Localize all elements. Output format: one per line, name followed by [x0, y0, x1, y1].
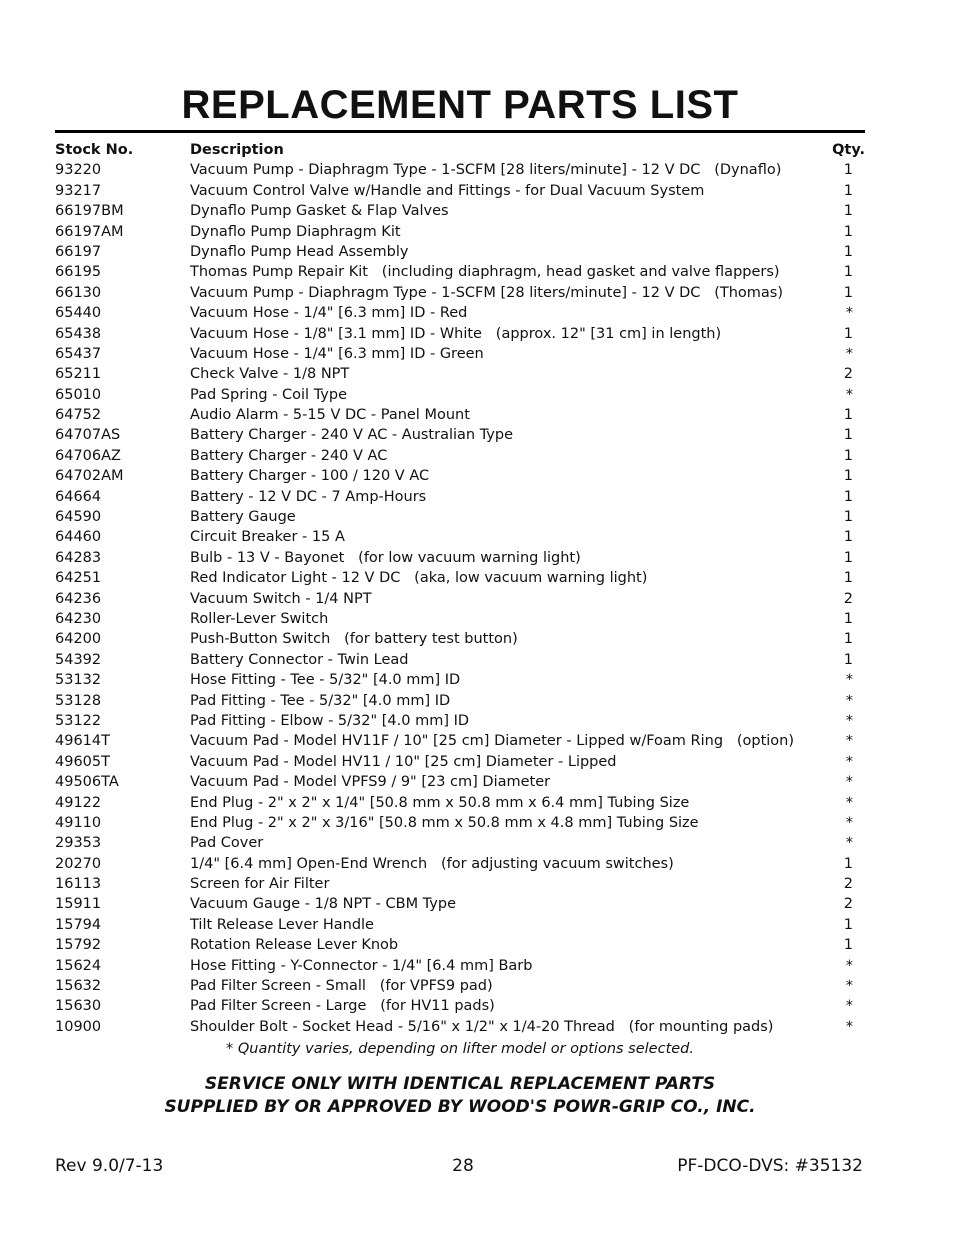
table-row — [55, 405, 865, 425]
qty-cell: * — [845, 794, 853, 811]
stock-cell: 16113 — [55, 876, 102, 893]
service-notice-line-1: SERVICE ONLY WITH IDENTICAL REPLACEMENT PARTS — [204, 1074, 716, 1094]
description-cell: Dynaflo Pump Gasket & Flap Valves — [190, 203, 449, 220]
table-row — [55, 222, 865, 242]
table-row — [55, 201, 865, 221]
description-cell: Hose Fitting - Tee - 5/32" [4.0 mm] ID — [190, 672, 461, 689]
revision-label: Rev 9.0/7-13 — [55, 1156, 164, 1176]
table-row — [55, 691, 865, 711]
stock-cell: 64664 — [55, 488, 102, 505]
table-row — [55, 487, 865, 507]
qty-cell: 1 — [843, 223, 853, 240]
description-cell: Battery Charger - 100 / 120 V AC — [190, 468, 430, 485]
qty-cell: 2 — [843, 366, 853, 383]
qty-cell: 1 — [843, 549, 853, 566]
parts-table — [55, 140, 865, 1037]
qty-cell: 1 — [843, 529, 853, 546]
stock-cell: 65438 — [55, 325, 102, 342]
stock-cell: 64230 — [55, 610, 102, 627]
description-cell: Check Valve - 1/8 NPT — [190, 366, 350, 383]
qty-cell: 1 — [843, 182, 853, 199]
stock-cell: 49122 — [55, 794, 102, 811]
qty-cell: * — [845, 305, 853, 322]
table-row — [55, 527, 865, 547]
stock-cell: 65211 — [55, 366, 102, 383]
qty-cell: 1 — [843, 407, 853, 424]
qty-cell: * — [845, 345, 853, 362]
description-cell: Vacuum Hose - 1/4" [6.3 mm] ID - Green — [190, 345, 484, 362]
stock-cell: 66197BM — [55, 203, 124, 220]
description-cell: Circuit Breaker - 15 A — [190, 529, 345, 546]
description-cell: Battery Connector - Twin Lead — [190, 651, 409, 668]
description-cell: Pad Cover — [190, 835, 264, 852]
description-cell: Vacuum Gauge - 1/8 NPT - CBM Type — [190, 896, 456, 913]
page-number: 28 — [452, 1156, 474, 1176]
stock-cell: 64590 — [55, 509, 102, 526]
stock-cell: 93220 — [55, 162, 102, 179]
description-cell: Pad Fitting - Elbow - 5/32" [4.0 mm] ID — [190, 712, 470, 729]
description-cell: Rotation Release Lever Knob — [190, 937, 399, 954]
table-row — [55, 731, 865, 751]
stock-cell: 20270 — [55, 855, 102, 872]
qty-cell: 1 — [843, 610, 853, 627]
table-row — [55, 283, 865, 303]
table-row — [55, 629, 865, 649]
qty-cell: 1 — [843, 468, 853, 485]
description-cell: Red Indicator Light - 12 V DC (aka, low vacuum warning light) — [190, 570, 648, 587]
description-cell: Dynaflo Pump Head Assembly — [190, 243, 409, 260]
description-cell: Dynaflo Pump Diaphragm Kit — [190, 223, 401, 240]
service-notice-line-2: SUPPLIED BY OR APPROVED BY WOOD'S POWR-GRIP CO., INC. — [164, 1097, 756, 1117]
table-row — [55, 813, 865, 833]
table-row — [55, 670, 865, 690]
qty-cell: 1 — [843, 509, 853, 526]
table-row — [55, 1017, 865, 1037]
table-row — [55, 181, 865, 201]
description-cell: End Plug - 2" x 2" x 1/4" [50.8 mm x 50.8 mm x 6.4 mm] Tubing Size — [190, 794, 690, 811]
stock-cell: 65437 — [55, 345, 102, 362]
description-cell: Shoulder Bolt - Socket Head - 5/16" x 1/2" x 1/4-20 Thread (for mounting pads) — [190, 1018, 774, 1035]
table-row — [55, 446, 865, 466]
stock-cell: 93217 — [55, 182, 102, 199]
table-row — [55, 996, 865, 1016]
qty-cell: 1 — [843, 243, 853, 260]
description-cell: Audio Alarm - 5-15 V DC - Panel Mount — [190, 407, 470, 424]
stock-cell: 49614T — [55, 733, 110, 750]
qty-cell: 1 — [843, 264, 853, 281]
qty-cell: * — [845, 1018, 853, 1035]
description-cell: Tilt Release Lever Handle — [190, 916, 374, 933]
stock-cell: 53132 — [55, 672, 102, 689]
qty-cell: * — [845, 835, 853, 852]
stock-cell: 15794 — [55, 916, 102, 933]
qty-cell: * — [845, 774, 853, 791]
qty-cell: * — [845, 386, 853, 403]
table-row — [55, 507, 865, 527]
qty-cell: 1 — [843, 651, 853, 668]
table-row — [55, 303, 865, 323]
table-row — [55, 976, 865, 996]
stock-cell: 64283 — [55, 549, 102, 566]
quantity-footnote: * Quantity varies, depending on lifter model or options selected. — [226, 1041, 694, 1057]
table-row — [55, 915, 865, 935]
description-cell: Pad Filter Screen - Large (for HV11 pads) — [190, 998, 495, 1015]
description-cell: Vacuum Pump - Diaphragm Type - 1-SCFM [28 liters/minute] - 12 V DC (Dynaflo) — [190, 162, 782, 179]
table-row — [55, 324, 865, 344]
stock-cell: 64706AZ — [55, 447, 121, 464]
qty-cell: 1 — [843, 284, 853, 301]
description-cell: Pad Fitting - Tee - 5/32" [4.0 mm] ID — [190, 692, 451, 709]
description-cell: Vacuum Pad - Model HV11 / 10" [25 cm] Diameter - Lipped — [190, 753, 617, 770]
stock-cell: 53122 — [55, 712, 102, 729]
stock-cell: 49110 — [55, 814, 102, 831]
stock-cell: 64236 — [55, 590, 102, 607]
description-cell: Thomas Pump Repair Kit (including diaphragm, head gasket and valve flappers) — [190, 264, 780, 281]
stock-cell: 65010 — [55, 386, 102, 403]
qty-cell: 2 — [843, 896, 853, 913]
stock-cell: 64200 — [55, 631, 102, 648]
table-row — [55, 466, 865, 486]
stock-cell: 15624 — [55, 957, 102, 974]
qty-cell: 1 — [843, 855, 853, 872]
title-divider — [55, 130, 865, 133]
description-column-header: Description — [190, 142, 284, 158]
qty-cell: 2 — [843, 876, 853, 893]
table-row — [55, 344, 865, 364]
description-cell: End Plug - 2" x 2" x 3/16" [50.8 mm x 50.8 mm x 4.8 mm] Tubing Size — [190, 814, 699, 831]
table-row — [55, 650, 865, 670]
table-row — [55, 854, 865, 874]
stock-column-header: Stock No. — [55, 142, 134, 158]
table-row — [55, 956, 865, 976]
stock-cell: 29353 — [55, 835, 102, 852]
table-row — [55, 935, 865, 955]
qty-cell: 1 — [843, 916, 853, 933]
qty-cell: 1 — [843, 570, 853, 587]
qty-cell: 1 — [843, 488, 853, 505]
document-id: PF-DCO-DVS: #35132 — [677, 1156, 863, 1176]
page-title: REPLACEMENT PARTS LIST — [181, 82, 739, 127]
qty-cell: * — [845, 753, 853, 770]
description-cell: Roller-Lever Switch — [190, 610, 329, 627]
table-row — [55, 894, 865, 914]
table-row — [55, 589, 865, 609]
description-cell: Hose Fitting - Y-Connector - 1/4" [6.4 mm] Barb — [190, 957, 533, 974]
description-cell: Vacuum Control Valve w/Handle and Fittings - for Dual Vacuum System — [190, 182, 705, 199]
stock-cell: 49506TA — [55, 774, 119, 791]
table-row — [55, 548, 865, 568]
stock-cell: 64707AS — [55, 427, 121, 444]
description-cell: Battery Charger - 240 V AC — [190, 447, 388, 464]
stock-cell: 65440 — [55, 305, 102, 322]
table-header — [55, 140, 865, 160]
qty-cell: 1 — [843, 325, 853, 342]
description-cell: Vacuum Hose - 1/4" [6.3 mm] ID - Red — [190, 305, 468, 322]
description-cell: Battery Gauge — [190, 509, 296, 526]
qty-cell: * — [845, 998, 853, 1015]
qty-cell: * — [845, 957, 853, 974]
qty-cell: 1 — [843, 203, 853, 220]
stock-cell: 15632 — [55, 978, 102, 995]
stock-cell: 15792 — [55, 937, 102, 954]
table-row — [55, 609, 865, 629]
qty-cell: * — [845, 712, 853, 729]
qty-column-header: Qty. — [832, 142, 865, 158]
qty-cell: 1 — [843, 427, 853, 444]
qty-cell: 1 — [843, 162, 853, 179]
stock-cell: 54392 — [55, 651, 102, 668]
table-row — [55, 793, 865, 813]
stock-cell: 64702AM — [55, 468, 124, 485]
qty-cell: 1 — [843, 937, 853, 954]
description-cell: Pad Filter Screen - Small (for VPFS9 pad) — [190, 978, 493, 995]
stock-cell: 64460 — [55, 529, 102, 546]
description-cell: Screen for Air Filter — [190, 876, 330, 893]
description-cell: Vacuum Hose - 1/8" [3.1 mm] ID - White (approx. 12" [31 cm] in length) — [190, 325, 722, 342]
description-cell: 1/4" [6.4 mm] Open-End Wrench (for adjusting vacuum switches) — [190, 855, 674, 872]
stock-cell: 15911 — [55, 896, 102, 913]
table-row — [55, 425, 865, 445]
table-row — [55, 833, 865, 853]
description-cell: Push-Button Switch (for battery test button) — [190, 631, 518, 648]
stock-cell: 66130 — [55, 284, 102, 301]
stock-cell: 66197AM — [55, 223, 124, 240]
stock-cell: 15630 — [55, 998, 102, 1015]
stock-cell: 53128 — [55, 692, 102, 709]
description-cell: Pad Spring - Coil Type — [190, 386, 348, 403]
qty-cell: * — [845, 814, 853, 831]
description-cell: Battery - 12 V DC - 7 Amp-Hours — [190, 488, 427, 505]
description-cell: Battery Charger - 240 V AC - Australian Type — [190, 427, 514, 444]
description-cell: Vacuum Pump - Diaphragm Type - 1-SCFM [28 liters/minute] - 12 V DC (Thomas) — [190, 284, 784, 301]
table-row — [55, 874, 865, 894]
stock-cell: 10900 — [55, 1018, 102, 1035]
qty-cell: * — [845, 692, 853, 709]
table-row — [55, 772, 865, 792]
table-row — [55, 752, 865, 772]
description-cell: Vacuum Pad - Model VPFS9 / 9" [23 cm] Diameter — [190, 774, 551, 791]
description-cell: Bulb - 13 V - Bayonet (for low vacuum warning light) — [190, 549, 581, 566]
table-row — [55, 160, 865, 180]
table-row — [55, 262, 865, 282]
description-cell: Vacuum Pad - Model HV11F / 10" [25 cm] Diameter - Lipped w/Foam Ring (option) — [190, 733, 795, 750]
table-row — [55, 568, 865, 588]
stock-cell: 66197 — [55, 243, 102, 260]
stock-cell: 64752 — [55, 407, 102, 424]
qty-cell: * — [845, 978, 853, 995]
stock-cell: 49605T — [55, 753, 110, 770]
qty-cell: 2 — [843, 590, 853, 607]
table-row — [55, 385, 865, 405]
qty-cell: * — [845, 733, 853, 750]
qty-cell: 1 — [843, 447, 853, 464]
table-body — [55, 160, 865, 1037]
qty-cell: 1 — [843, 631, 853, 648]
table-row — [55, 711, 865, 731]
stock-cell: 66195 — [55, 264, 102, 281]
description-cell: Vacuum Switch - 1/4 NPT — [190, 590, 372, 607]
stock-cell: 64251 — [55, 570, 102, 587]
qty-cell: * — [845, 672, 853, 689]
table-row — [55, 364, 865, 384]
table-row — [55, 242, 865, 262]
